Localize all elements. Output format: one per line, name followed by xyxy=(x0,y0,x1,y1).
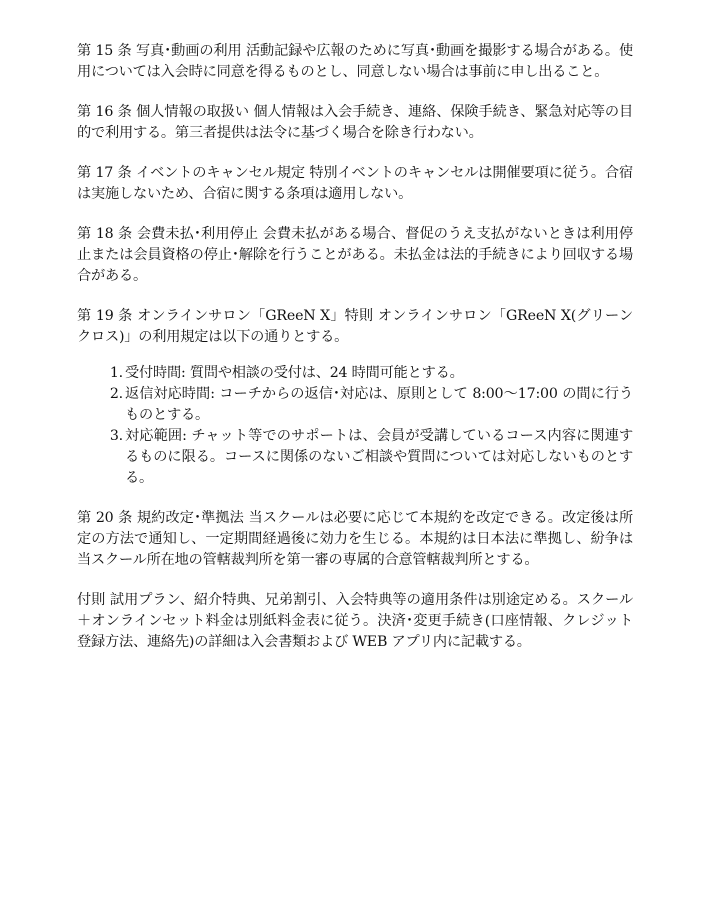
article-body: 特別イベントのキャンセルは開催要項に従う。合宿は実施しないため、合宿に関する条項は適用しない。 xyxy=(77,165,633,202)
list-number: 3. xyxy=(109,428,123,444)
article-body: オンラインサロン「GReeN X(グリーンクロス)」の利用規定は以下の通りとする。 xyxy=(77,308,634,345)
article-15 xyxy=(77,41,633,83)
article-19-list xyxy=(77,363,633,489)
list-item xyxy=(77,384,633,426)
list-number: 1. xyxy=(109,365,123,381)
supplementary-heading: 付則 xyxy=(77,592,106,608)
article-body: 活動記録や広報のために写真･動画を撮影する場合がある。使用については入会時に同意を得るものとし、同意しない場合は事前に申し出ること。 xyxy=(77,43,633,80)
article-19 xyxy=(77,306,633,348)
list-text: 返信対応時間: コーチからの返信･対応は、原則として 8:00～17:00 の間に行うものとする。 xyxy=(125,386,633,423)
article-16 xyxy=(77,102,633,144)
article-17 xyxy=(77,163,633,205)
list-text: 対応範囲: チャット等でのサポートは、会員が受講しているコース内容に関連するものに限る。コースに関係のないご相談や質問については対応しないものとする。 xyxy=(125,428,633,486)
supplementary-body: 試用プラン、紹介特典、兄弟割引、入会特典等の適用条件は別途定める。スクール＋オンラインセット料金は別紙料金表に従う。決済･変更手続き(口座情報、クレジット登録方法、連絡先)の詳細は入会書類および WEB アプリ内に記載する。 xyxy=(77,592,634,650)
article-heading: 第 16 条 個人情報の取扱い xyxy=(77,104,249,120)
article-heading: 第 19 条 オンラインサロン「GReeN X」特則 xyxy=(77,308,374,324)
article-20 xyxy=(77,508,633,571)
document-page xyxy=(77,41,633,672)
list-item xyxy=(77,363,633,384)
article-18 xyxy=(77,224,633,287)
article-heading: 第 15 条 写真･動画の利用 xyxy=(77,43,242,59)
article-body: 会費未払がある場合、督促のうえ支払がないときは利用停止または会員資格の停止･解除を行うことがある。未払金は法的手続きにより回収する場合がある。 xyxy=(77,226,633,284)
article-heading: 第 20 条 規約改定･準拠法 xyxy=(77,510,244,526)
list-text: 受付時間: 質問や相談の受付は、24 時間可能とする。 xyxy=(125,365,464,381)
article-heading: 第 17 条 イベントのキャンセル規定 xyxy=(77,165,305,181)
list-number: 2. xyxy=(109,386,123,402)
article-heading: 第 18 条 会費未払･利用停止 xyxy=(77,226,259,242)
supplementary-provisions xyxy=(77,590,633,653)
article-body: 当スクールは必要に応じて本規約を改定できる。改定後は所定の方法で通知し、一定期間経過後に効力を生じる。本規約は日本法に準拠し、紛争は当スクール所在地の管轄裁判所を第一審の専属的合意管轄裁判所とする。 xyxy=(77,510,633,568)
article-body: 個人情報は入会手続き、連絡、保険手続き、緊急対応等の目的で利用する。第三者提供は法令に基づく場合を除き行わない。 xyxy=(77,104,633,141)
list-item xyxy=(77,426,633,489)
